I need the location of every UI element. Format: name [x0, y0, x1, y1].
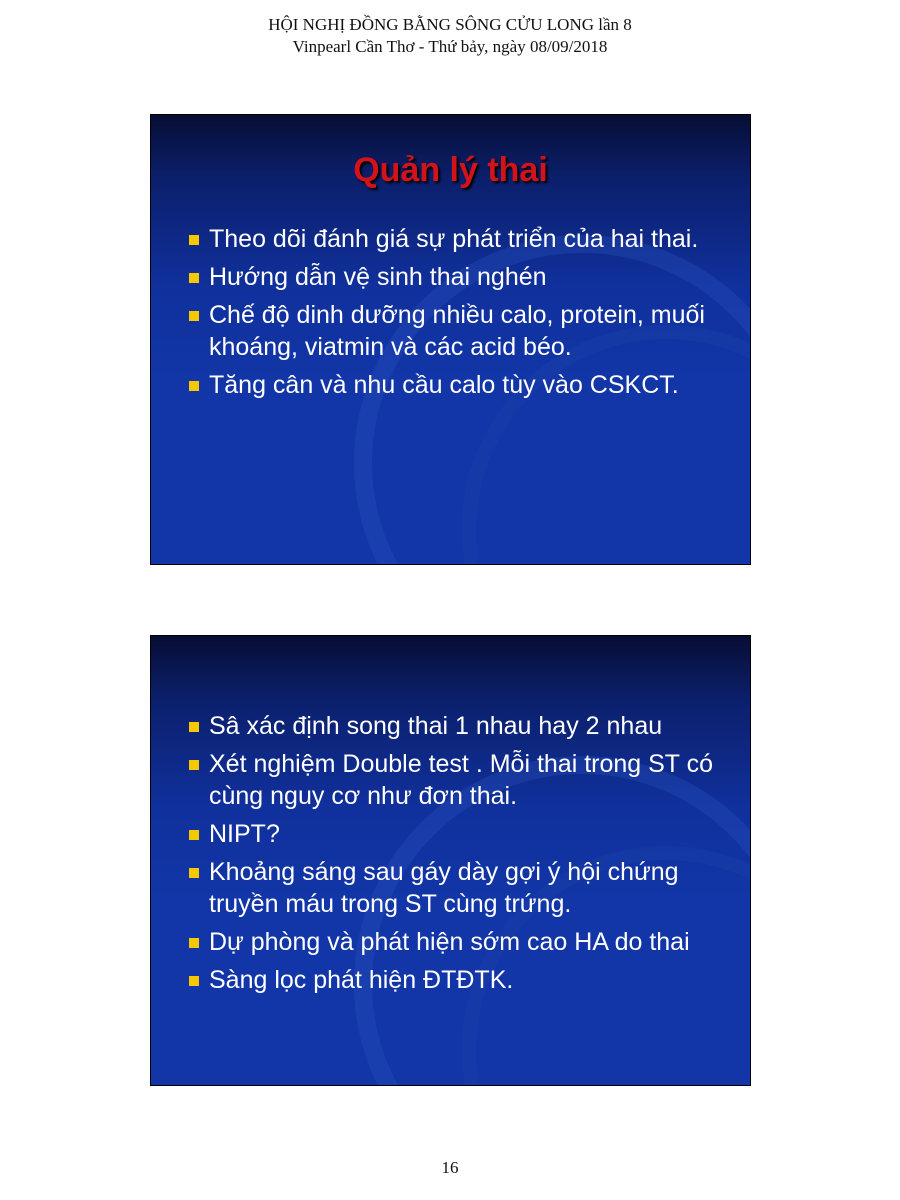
bullet-item — [187, 261, 722, 293]
bullet-item — [187, 748, 722, 812]
bullet-square-icon — [189, 273, 199, 283]
bullet-square-icon — [189, 868, 199, 878]
bullet-item — [187, 299, 722, 363]
slide-1 — [150, 114, 751, 565]
bullet-item — [187, 856, 722, 920]
bullet-square-icon — [189, 235, 199, 245]
slide-2 — [150, 635, 751, 1086]
slide-title: Quản lý thai — [353, 151, 548, 189]
bullet-square-icon — [189, 938, 199, 948]
bullet-text: Dự phòng và phát hiện sớm cao HA do thai — [209, 928, 690, 956]
bullet-item — [187, 369, 722, 401]
bullet-square-icon — [189, 722, 199, 732]
bullet-square-icon — [189, 381, 199, 391]
bullet-text: Khoảng sáng sau gáy dày gợi ý hội chứng truyền máu trong ST cùng trứng. — [209, 858, 679, 918]
page-number: 16 — [441, 1158, 459, 1177]
bullet-text: Xét nghiệm Double test . Mỗi thai trong ST có cùng nguy cơ như đơn thai. — [209, 750, 713, 810]
bullet-item — [187, 223, 722, 255]
page-header — [0, 14, 900, 58]
bullet-square-icon — [189, 830, 199, 840]
bullet-item — [187, 926, 722, 958]
bullet-square-icon — [189, 311, 199, 321]
bullet-item — [187, 818, 722, 850]
conference-venue-date: Vinpearl Cần Thơ - Thứ bảy, ngày 08/09/2018 — [292, 37, 608, 56]
bullet-list — [187, 710, 722, 1002]
bullet-text: Tăng cân và nhu cầu calo tùy vào CSKCT. — [209, 371, 679, 399]
bullet-list — [187, 223, 722, 407]
bullet-text: Sâ xác định song thai 1 nhau hay 2 nhau — [209, 712, 663, 740]
bullet-text: NIPT? — [209, 820, 280, 848]
bullet-text: Hướng dẫn vệ sinh thai nghén — [209, 263, 547, 291]
bullet-item — [187, 710, 722, 742]
bullet-square-icon — [189, 976, 199, 986]
bullet-text: Theo dõi đánh giá sự phát triển của hai thai. — [209, 225, 699, 253]
bullet-text: Chế độ dinh dưỡng nhiều calo, protein, muối khoáng, viatmin và các acid béo. — [209, 301, 705, 361]
bullet-item — [187, 964, 722, 996]
conference-title: HỘI NGHỊ ĐỒNG BẰNG SÔNG CỬU LONG lần 8 — [268, 15, 632, 34]
bullet-square-icon — [189, 760, 199, 770]
bullet-text: Sàng lọc phát hiện ĐTĐTK. — [209, 966, 514, 994]
